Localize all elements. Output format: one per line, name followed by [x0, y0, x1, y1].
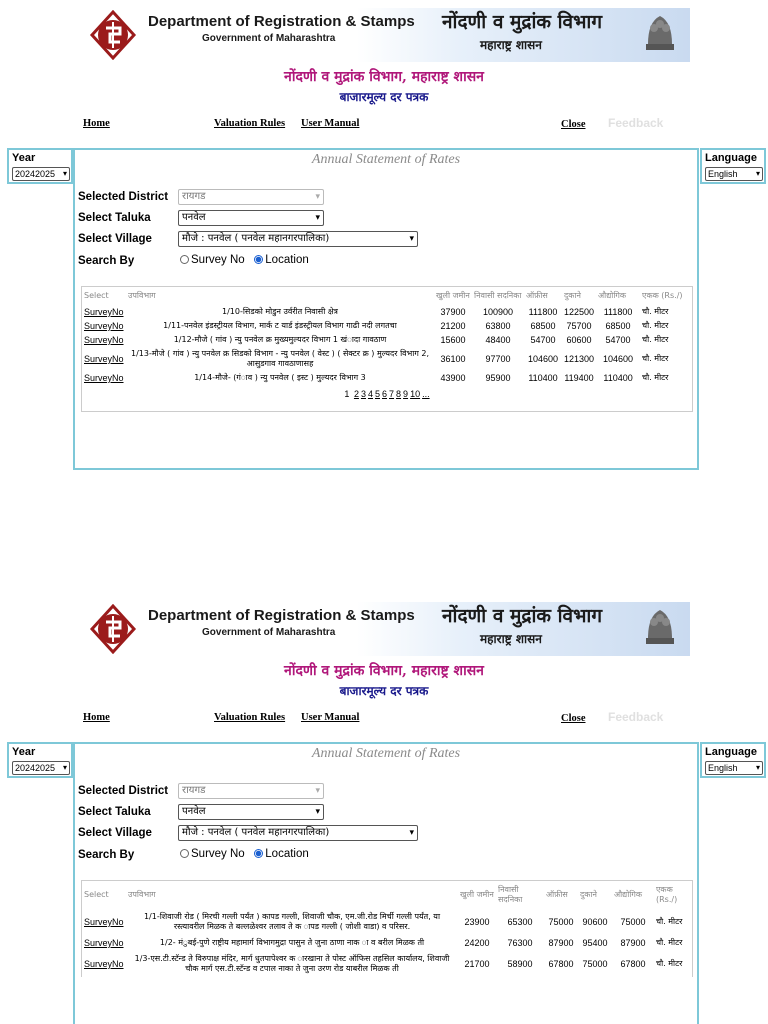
survey-no-link[interactable]: SurveyNo [84, 938, 124, 948]
office-rate: 75000 [548, 917, 574, 927]
year-label: Year [12, 746, 36, 758]
col-header-open-land: खुली जमीन [436, 291, 470, 300]
subdivision-cell: 1/11-पनवेल इंडस्ट्रीयल विभाग, मार्क ट यार्ड इंडस्ट्रीयल विभाग गाढी नदी लगतचा [163, 321, 397, 330]
table-row [82, 347, 692, 371]
survey-no-link[interactable]: SurveyNo [84, 335, 124, 345]
office-rate: 68500 [530, 321, 556, 331]
subdivision-cell: 1/13-मौजे ( गांव ) न्यु पनवेल क्र सिडको विभाग - न्यु पनवेल ( वेस्ट ) ( सेक्टर क्र ) मुल्यदर विभाग 2, आसुडगाव गावठाणासह [131, 349, 429, 368]
residential-rate: 65300 [507, 917, 533, 927]
village-select-value: मौजे : पनवेल ( पनवेल महानगरपालिका) [182, 827, 330, 838]
district-label: Selected District [78, 191, 169, 203]
page-subtitle: बाजारमूल्य दर पत्रक [339, 90, 429, 104]
office-rate: 111800 [528, 307, 558, 317]
dept-name-mr: नोंदणी व मुद्रांक विभाग [442, 11, 603, 33]
location-label[interactable]: Location [265, 254, 309, 266]
dept-name-en: Department of Registration & Stamps [148, 607, 415, 624]
col-header-shops: दुकाने [564, 291, 581, 300]
industrial-rate: 104600 [603, 354, 634, 364]
table-row [82, 909, 692, 935]
open-land-rate: 36100 [440, 354, 466, 364]
survey-no-link[interactable]: SurveyNo [84, 307, 124, 317]
district-label: Selected District [78, 785, 169, 797]
office-rate: 104600 [527, 354, 559, 364]
page-title: नोंदणी व मुद्रांक विभाग, महाराष्ट्र शासन [284, 69, 484, 85]
nav-valuation-rules-link[interactable]: Valuation Rules [214, 118, 286, 129]
page-title: नोंदणी व मुद्रांक विभाग, महाराष्ट्र शासन [284, 663, 484, 679]
year-label: Year [12, 152, 36, 164]
open-land-rate: 23900 [464, 917, 490, 927]
table-row [82, 333, 692, 347]
col-header-office: ऑफ़ीस [526, 291, 548, 300]
language-label: Language [705, 746, 757, 758]
location-radio[interactable] [254, 255, 263, 264]
industrial-rate: 75000 [620, 917, 646, 927]
page-link-4[interactable]: 4 [367, 389, 373, 399]
chevron-down-icon: ▾ [62, 763, 67, 772]
village-label: Select Village [78, 233, 152, 245]
chevron-down-icon: ▾ [315, 192, 320, 202]
rates-table [82, 287, 692, 385]
table-row [82, 305, 692, 319]
residential-rate: 63800 [485, 321, 511, 331]
nav-feedback-link[interactable]: Feedback [608, 710, 664, 724]
open-land-rate: 43900 [440, 373, 466, 383]
taluka-select-value: पनवेल [182, 806, 206, 817]
residential-rate: 97700 [485, 354, 511, 364]
year-select[interactable] [12, 167, 70, 181]
survey-no-radio[interactable] [180, 849, 189, 858]
dept-name-en: Department of Registration & Stamps [148, 13, 415, 30]
location-radio[interactable] [254, 849, 263, 858]
nav-user-manual-link[interactable]: User Manual [301, 118, 360, 129]
office-rate: 54700 [530, 335, 556, 345]
year-select-value: 20242025 [15, 169, 56, 179]
chevron-down-icon: ▾ [315, 786, 320, 796]
taluka-select-value: पनवेल [182, 212, 206, 223]
pagination [82, 385, 692, 411]
col-header-select: Select [84, 291, 109, 300]
nav-home-link[interactable]: Home [83, 712, 110, 723]
header-banner [84, 8, 690, 62]
residential-rate: 76300 [507, 938, 533, 948]
chevron-down-icon: ▾ [755, 169, 760, 178]
district-select-value: रायगड [182, 785, 206, 796]
survey-no-link[interactable]: SurveyNo [84, 354, 124, 364]
table-row [82, 319, 692, 333]
year-box [7, 742, 73, 778]
rates-form-box [73, 742, 699, 1024]
col-header-industrial: औद्योगिक [614, 890, 643, 899]
shop-rate: 90600 [582, 917, 608, 927]
village-select-value: मौजे : पनवेल ( पनवेल महानगरपालिका) [182, 233, 330, 244]
chevron-down-icon: ▾ [315, 807, 320, 817]
page-subtitle: बाजारमूल्य दर पत्रक [339, 684, 429, 698]
open-land-rate: 15600 [440, 335, 466, 345]
col-header-select: Select [84, 890, 109, 899]
unit-cell: चौ. मीटर [642, 354, 669, 363]
table-header-row [82, 881, 692, 909]
year-box [7, 148, 73, 184]
page-panel-2 [0, 594, 768, 1024]
subdivision-cell: 1/10-सिडको मोडुन उर्वरीत निवासी क्षेत्र [222, 307, 338, 316]
nav-valuation-rules-link[interactable]: Valuation Rules [214, 712, 286, 723]
chevron-down-icon: ▾ [409, 234, 414, 244]
taluka-label: Select Taluka [78, 212, 151, 224]
col-header-unit: एकक (Rs./) [656, 885, 678, 904]
residential-rate: 95900 [485, 373, 511, 383]
page-link-5[interactable]: 5 [374, 389, 380, 399]
unit-cell: चौ. मीटर [642, 335, 669, 344]
nav-home-link[interactable]: Home [83, 118, 110, 129]
shop-rate: 121300 [564, 354, 595, 364]
survey-no-link[interactable]: SurveyNo [84, 917, 124, 927]
chevron-down-icon: ▾ [315, 213, 320, 223]
subdivision-cell: 1/2- मंुबई-पुणे राष्ट्रीय महामार्ग विभागमुद्रा पासुन ते जुना ठाणा नाक ा व बरील मिळक ती [159, 938, 425, 947]
survey-no-label[interactable]: Survey No [191, 254, 245, 266]
gov-name-en: Government of Maharashtra [202, 627, 336, 638]
form-heading: Annual Statement of Rates [311, 746, 461, 761]
rates-table [82, 881, 692, 977]
open-land-rate: 37900 [440, 307, 466, 317]
rates-form-box [73, 148, 699, 470]
col-header-unit: एकक (Rs./) [642, 291, 683, 300]
unit-cell: चौ. मीटर [642, 321, 669, 330]
office-rate: 67800 [548, 959, 574, 969]
residential-rate: 100900 [482, 307, 514, 317]
residential-rate: 48400 [485, 335, 511, 345]
page-link-2[interactable]: 2 [353, 389, 359, 399]
gov-name-mr: महाराष्ट्र शासन [480, 632, 542, 646]
col-header-industrial: औद्योगिक [598, 291, 627, 300]
table-row [82, 935, 692, 951]
language-label: Language [705, 152, 757, 164]
language-select-value: English [708, 763, 738, 773]
industrial-rate: 87900 [620, 938, 646, 948]
language-box [700, 742, 766, 778]
survey-no-link[interactable]: SurveyNo [84, 321, 124, 331]
shop-rate: 75000 [582, 959, 608, 969]
chevron-down-icon: ▾ [409, 828, 414, 838]
survey-no-link[interactable]: SurveyNo [84, 959, 124, 969]
search-by-label: Search By [78, 849, 135, 861]
unit-cell: चौ. मीटर [656, 938, 683, 947]
search-by-label: Search By [78, 255, 135, 267]
village-label: Select Village [78, 827, 152, 839]
rates-table-body [82, 909, 692, 977]
shop-rate: 122500 [564, 307, 595, 317]
unit-cell: चौ. मीटर [642, 373, 669, 382]
chevron-down-icon: ▾ [755, 763, 760, 772]
unit-cell: चौ. मीटर [642, 307, 669, 316]
national-emblem-icon [640, 604, 680, 654]
nav-user-manual-link[interactable]: User Manual [301, 712, 360, 723]
shop-rate: 119400 [564, 373, 594, 383]
dept-name-mr: नोंदणी व मुद्रांक विभाग [442, 605, 603, 627]
col-header-open-land: खुली जमीन [460, 890, 494, 899]
table-row [82, 371, 692, 385]
nav-feedback-link[interactable]: Feedback [608, 116, 664, 130]
table-row [82, 951, 692, 977]
shop-rate: 95400 [582, 938, 608, 948]
page-link-9[interactable]: 9 [403, 389, 409, 399]
col-header-subdivision: उपविभाग [128, 890, 156, 899]
open-land-rate: 21700 [464, 959, 490, 969]
page-link-6[interactable]: 6 [382, 389, 388, 399]
col-header-subdivision: उपविभाग [128, 291, 156, 300]
nav-close-link[interactable]: Close [561, 713, 586, 724]
rates-table-body [82, 305, 692, 385]
col-header-residential: निवासी सदनिका [474, 291, 522, 300]
unit-cell: चौ. मीटर [656, 959, 683, 968]
page-link-more[interactable]: ... [422, 389, 430, 399]
village-select[interactable] [178, 231, 418, 247]
igr-logo-icon [88, 10, 138, 60]
national-emblem-icon [640, 10, 680, 60]
district-select[interactable] [178, 783, 324, 799]
col-header-shops: दुकाने [580, 890, 597, 899]
residential-rate: 58900 [507, 959, 533, 969]
page-current: 1 [344, 389, 350, 399]
industrial-rate: 67800 [620, 959, 646, 969]
open-land-rate: 21200 [440, 321, 466, 331]
rates-table-container [81, 286, 693, 412]
year-select-value: 20242025 [15, 763, 56, 773]
office-rate: 87900 [548, 938, 574, 948]
taluka-select[interactable] [178, 210, 324, 226]
header-banner [84, 602, 690, 656]
subdivision-cell: 1/12-मौजे ( गांव ) न्यु पनवेल क्र मुख्यमुल्यदर विभाग 1 खंादा गावठाण [173, 335, 387, 344]
language-box [700, 148, 766, 184]
search-by-options [180, 848, 309, 860]
language-select-value: English [708, 169, 738, 179]
survey-no-link[interactable]: SurveyNo [84, 373, 124, 383]
form-heading: Annual Statement of Rates [311, 152, 461, 167]
subdivision-cell: 1/1-शिवाजी रोड ( मिरची गल्ली पर्यंत ) कापड गल्ली, शिवाजी चौक, एम.जी.रोड मिर्ची गल्ली पर्यंत, या रस्त्यावरील मिळक ते बल्लळेश्वर तलाव ते क ापड गल्ली ( जोशी वाडा) व परिसर. [143, 912, 441, 931]
search-by-options [180, 254, 309, 266]
page-link-10[interactable]: 10 [410, 389, 421, 399]
office-rate: 110400 [528, 373, 558, 383]
subdivision-cell: 1/3-एस.टी.स्टॅन्ड ते विरुपाक्ष मंदिर, मार्ग धुतपापेश्वर क ारखाना ते पोस्ट ऑफिस तहसिल कार्यालय, शिवाजी चौक मार्ग एस.टी.स्टॅन्ड व टपाल नाका ते जुना उरण रोड याबरील मिळक ती [134, 954, 450, 973]
taluka-label: Select Taluka [78, 806, 151, 818]
chevron-down-icon: ▾ [62, 169, 67, 178]
survey-no-radio[interactable] [180, 255, 189, 264]
col-header-office: ऑफ़ीस [546, 890, 568, 899]
location-label[interactable]: Location [265, 848, 309, 860]
page-link-3[interactable]: 3 [360, 389, 366, 399]
rates-table-container [81, 880, 693, 977]
industrial-rate: 111800 [603, 307, 633, 317]
village-select[interactable] [178, 825, 418, 841]
page-link-8[interactable]: 8 [396, 389, 402, 399]
industrial-rate: 68500 [605, 321, 631, 331]
table-header-row [82, 287, 692, 305]
igr-logo-icon [88, 604, 138, 654]
nav-close-link[interactable]: Close [561, 119, 586, 130]
col-header-residential: निवासी सदनिका [498, 885, 523, 904]
shop-rate: 60600 [566, 335, 592, 345]
unit-cell: चौ. मीटर [656, 917, 683, 926]
industrial-rate: 110400 [603, 373, 633, 383]
district-select-value: रायगड [182, 191, 206, 202]
year-select[interactable] [12, 761, 70, 775]
taluka-select[interactable] [178, 804, 324, 820]
survey-no-label[interactable]: Survey No [191, 848, 245, 860]
language-select[interactable] [705, 167, 763, 181]
language-select[interactable] [705, 761, 763, 775]
open-land-rate: 24200 [464, 938, 490, 948]
industrial-rate: 54700 [605, 335, 631, 345]
gov-name-mr: महाराष्ट्र शासन [480, 38, 542, 52]
page-link-7[interactable]: 7 [389, 389, 395, 399]
subdivision-cell: 1/14-मौजे- (गंाव ) न्यु पनवेल ( इस्ट ) मुल्यदर विभाग 3 [194, 373, 366, 382]
gov-name-en: Government of Maharashtra [202, 33, 336, 44]
shop-rate: 75700 [566, 321, 592, 331]
district-select[interactable] [178, 189, 324, 205]
